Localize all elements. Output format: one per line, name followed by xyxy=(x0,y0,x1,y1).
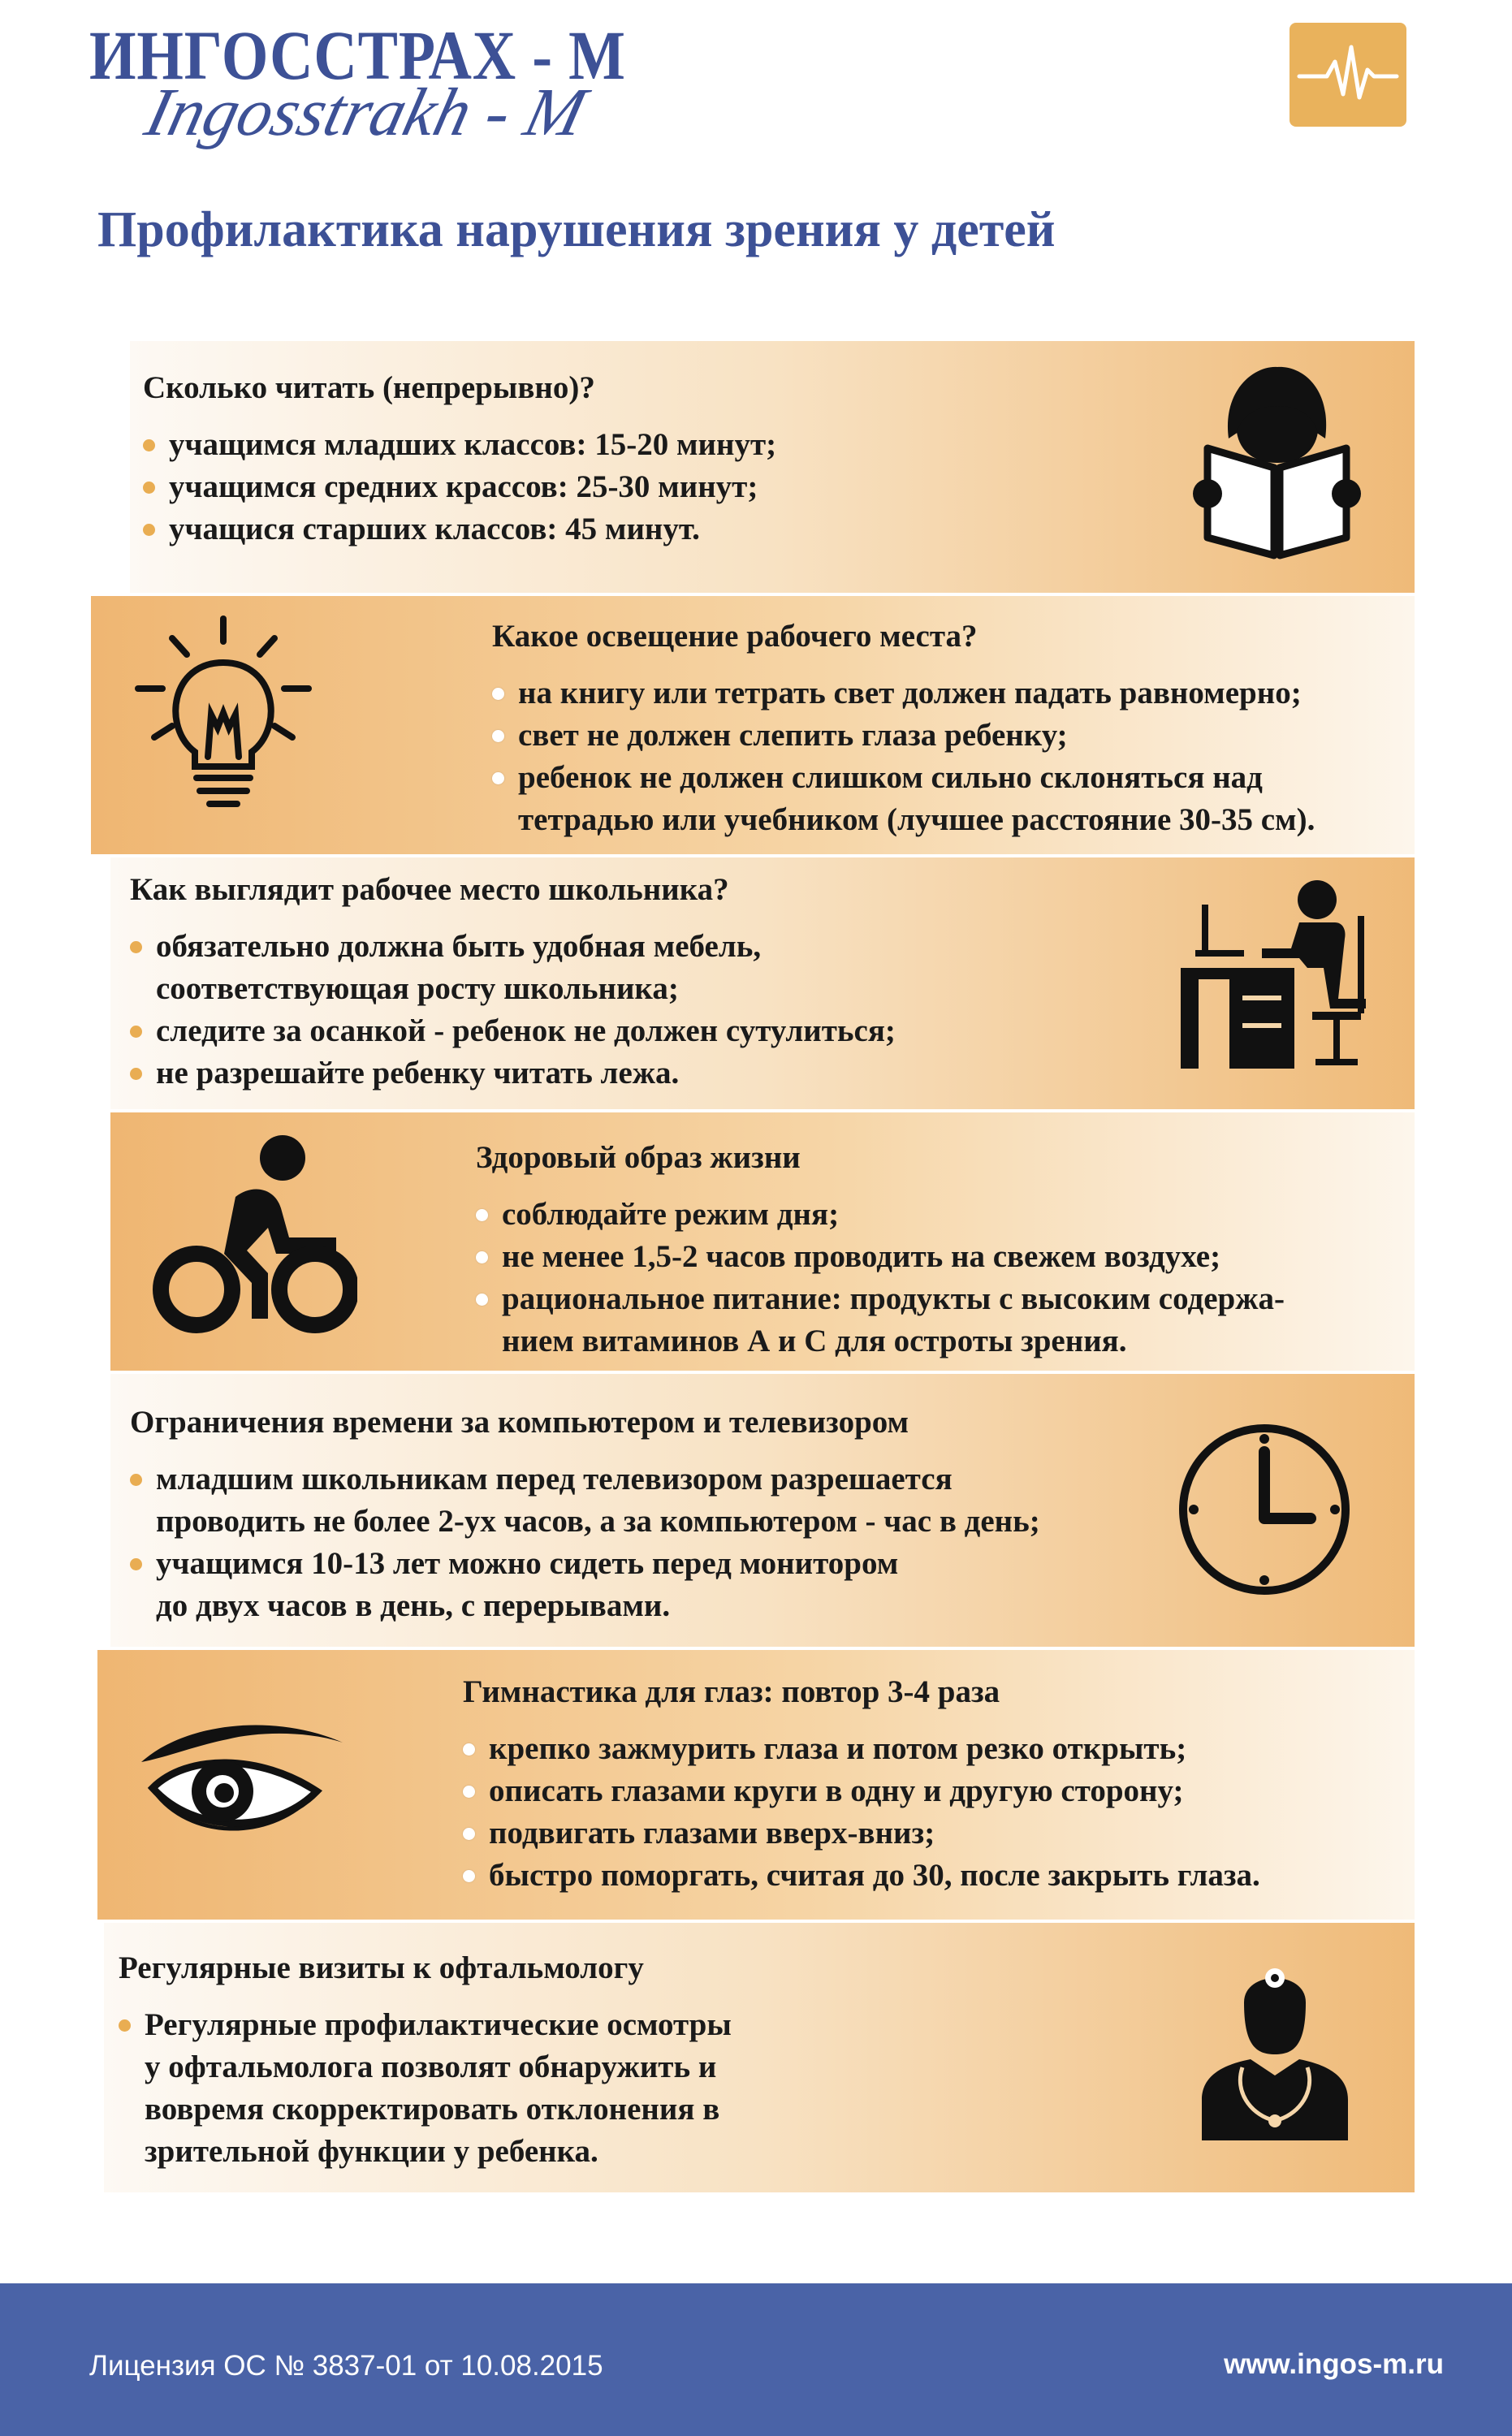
section-heading: Какое освещение рабочего места? xyxy=(492,619,978,654)
list-item: на книгу или тетрать свет должен падать равномерно; xyxy=(492,672,1315,715)
desk-worker-icon xyxy=(1177,877,1372,1084)
bullet-list xyxy=(119,2004,732,2173)
section-heading: Как выглядит рабочее место школьника? xyxy=(130,872,729,907)
light-bulb-icon xyxy=(130,614,317,821)
license-text: Лицензия ОС № 3837-01 от 10.08.2015 xyxy=(89,2350,603,2382)
bullet-list xyxy=(476,1194,1285,1363)
section-heading: Регулярные визиты к офтальмологу xyxy=(119,1950,644,1985)
ophthalmologist-icon xyxy=(1194,1954,1356,2144)
list-item: учащимся младших классов: 15-20 минут; xyxy=(143,424,776,466)
section-heading: Здоровый образ жизни xyxy=(476,1140,801,1175)
clock-icon xyxy=(1174,1419,1354,1604)
list-item: учащимся средних крассов: 25-30 минут; xyxy=(143,466,776,508)
list-item: рациональное питание: продукты с высоким содержа- нием витаминов А и С для остроты зрения. xyxy=(476,1278,1285,1363)
list-item: учащися старших классов: 45 минут. xyxy=(143,508,776,551)
section-eye-exercises xyxy=(463,1673,1260,1897)
list-item: подвигать глазами вверх-вниз; xyxy=(463,1812,1260,1855)
bullet-list xyxy=(130,1458,1040,1627)
list-item: описать глазами круги в одну и другую сторону; xyxy=(463,1770,1260,1812)
list-item: ребенок не должен слишком сильно склоняться над тетрадью или учебником (лучшее расстояние 30-35 см). xyxy=(492,757,1315,841)
bullet-list xyxy=(130,926,896,1095)
section-heading: Гимнастика для глаз: повтор 3-4 раза xyxy=(463,1674,1000,1709)
list-item: следите за осанкой - ребенок не должен сутулиться; xyxy=(130,1010,896,1052)
list-item: не разрешайте ребенку читать лежа. xyxy=(130,1052,896,1095)
website-link[interactable]: www.ingos-m.ru xyxy=(1224,2348,1444,2380)
reading-person-icon xyxy=(1190,357,1364,564)
page-title: Профилактика нарушения зрения у детей xyxy=(97,202,1056,257)
cyclist-icon xyxy=(146,1130,357,1345)
section-heading: Ограничения времени за компьютером и телевизором xyxy=(130,1405,909,1440)
section-lighting xyxy=(492,617,1315,841)
list-item: Регулярные профилактические осмотры у офтальмолога позволят обнаружить и вовремя скорректировать отклонения в зрительной функции у ребенка. xyxy=(119,2004,732,2173)
section-screen-time xyxy=(130,1403,1040,1627)
eye-icon xyxy=(138,1713,346,1864)
section-heading: Сколько читать (непрерывно)? xyxy=(143,370,595,405)
section-lifestyle xyxy=(476,1138,1285,1363)
list-item: крепко зажмурить глаза и потом резко открыть; xyxy=(463,1728,1260,1770)
bullet-list xyxy=(463,1728,1260,1897)
bullet-list xyxy=(143,424,776,551)
bullet-list xyxy=(492,672,1315,841)
brand-script-name: Ingosstrakh - M xyxy=(138,75,594,150)
list-item: обязательно должна быть удобная мебель, соответствующая росту школьника; xyxy=(130,926,896,1010)
brand-logo xyxy=(89,15,626,153)
list-item: свет не должен слепить глаза ребенку; xyxy=(492,715,1315,757)
list-item: быстро поморгать, считая до 30, после закрыть глаза. xyxy=(463,1855,1260,1897)
list-item: не менее 1,5-2 часов проводить на свежем воздухе; xyxy=(476,1236,1285,1278)
brand-name: ИНГОССТРАХ - М xyxy=(89,16,626,94)
list-item: соблюдайте режим дня; xyxy=(476,1194,1285,1236)
list-item: младшим школьникам перед телевизором разрешается проводить не более 2-ух часов, а за компьютером - час в день; xyxy=(130,1458,1040,1543)
heartbeat-icon xyxy=(1290,23,1406,127)
section-reading xyxy=(143,369,776,551)
section-workplace xyxy=(130,870,896,1095)
section-ophthalmologist xyxy=(119,1949,732,2173)
list-item: учащимся 10-13 лет можно сидеть перед монитором до двух часов в день, с перерывами. xyxy=(130,1543,1040,1627)
